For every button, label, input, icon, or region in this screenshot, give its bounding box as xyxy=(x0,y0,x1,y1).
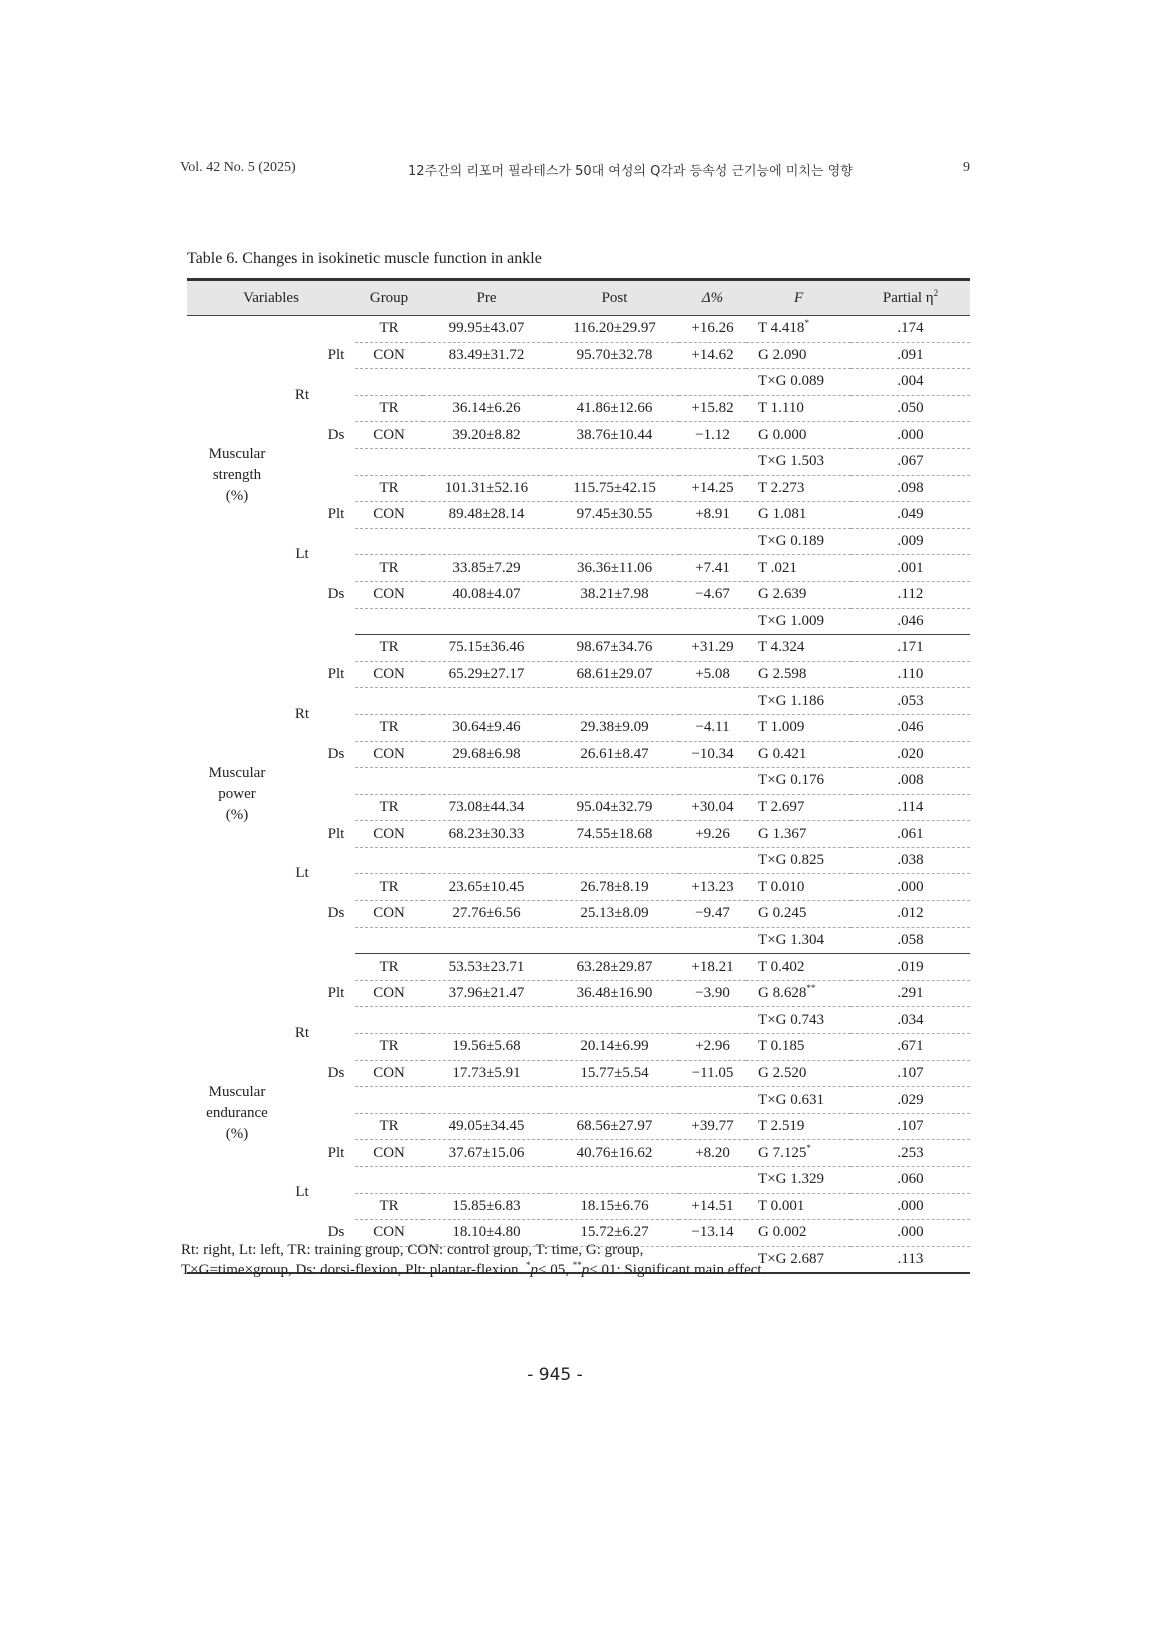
eta-cell: .038 xyxy=(851,847,970,874)
group-cell xyxy=(355,768,423,795)
pre-cell: 15.85±6.83 xyxy=(423,1193,550,1220)
movement-label: Plt xyxy=(327,825,345,842)
group-cell xyxy=(355,847,423,874)
eta-cell: .009 xyxy=(851,528,970,555)
post-cell xyxy=(550,1087,679,1114)
pre-cell: 40.08±4.07 xyxy=(423,581,550,608)
post-cell xyxy=(550,768,679,795)
table-row xyxy=(187,475,970,502)
delta-cell: −9.47 xyxy=(679,901,746,928)
pre-cell: 73.08±44.34 xyxy=(423,794,550,821)
post-cell: 20.14±6.99 xyxy=(550,1034,679,1061)
f-cell: G 8.628** xyxy=(746,980,851,1007)
delta-cell: +16.26 xyxy=(679,316,746,343)
movement-label: Plt xyxy=(327,985,345,1002)
group-cell: TR xyxy=(355,1193,423,1220)
eta-cell: .098 xyxy=(851,475,970,502)
movement-label: Ds xyxy=(327,745,345,762)
pre-cell: 30.64±9.46 xyxy=(423,714,550,741)
pre-cell: 68.23±30.33 xyxy=(423,821,550,848)
delta-cell: −11.05 xyxy=(679,1060,746,1087)
f-cell: T×G 1.503 xyxy=(746,448,851,475)
pre-cell xyxy=(423,1087,550,1114)
delta-cell: +15.82 xyxy=(679,395,746,422)
f-cell: T 0.402 xyxy=(746,954,851,981)
eta-cell: .671 xyxy=(851,1034,970,1061)
delta-cell xyxy=(679,608,746,635)
pre-cell xyxy=(423,688,550,715)
pre-cell xyxy=(423,1007,550,1034)
running-title: 12주간의 리포머 필라테스가 50대 여성의 Q각과 등속성 근기능에 미치는 영향 xyxy=(408,164,853,179)
group-cell: CON xyxy=(355,980,423,1007)
post-cell: 41.86±12.66 xyxy=(550,395,679,422)
movement-label: Plt xyxy=(327,347,345,364)
post-cell xyxy=(550,448,679,475)
delta-cell: +14.62 xyxy=(679,342,746,369)
post-cell xyxy=(550,688,679,715)
post-cell xyxy=(550,608,679,635)
pre-cell: 18.10±4.80 xyxy=(423,1220,550,1247)
eta-cell: .174 xyxy=(851,316,970,343)
f-cell: G 1.367 xyxy=(746,821,851,848)
f-cell: G 2.090 xyxy=(746,342,851,369)
delta-cell xyxy=(679,528,746,555)
group-cell: TR xyxy=(355,635,423,662)
delta-cell: +14.51 xyxy=(679,1193,746,1220)
post-cell: 116.20±29.97 xyxy=(550,316,679,343)
eta-cell: .253 xyxy=(851,1140,970,1167)
eta-cell: .112 xyxy=(851,581,970,608)
table-footnote xyxy=(181,1240,901,1280)
delta-cell: −13.14 xyxy=(679,1220,746,1247)
f-cell: G 2.639 xyxy=(746,581,851,608)
variable-label: Muscular strength (%) xyxy=(208,445,266,504)
post-cell: 98.67±34.76 xyxy=(550,635,679,662)
f-cell: T×G 1.304 xyxy=(746,927,851,954)
delta-cell: +39.77 xyxy=(679,1113,746,1140)
table-body xyxy=(187,316,970,1274)
post-cell: 25.13±8.09 xyxy=(550,901,679,928)
side-label: Rt xyxy=(294,705,310,722)
f-cell: T×G 2.687 xyxy=(746,1246,851,1273)
pre-cell: 39.20±8.82 xyxy=(423,422,550,449)
f-cell: T×G 1.009 xyxy=(746,608,851,635)
movement-label: Ds xyxy=(327,905,345,922)
group-cell: CON xyxy=(355,1220,423,1247)
group-cell: CON xyxy=(355,741,423,768)
movement-label: Plt xyxy=(327,1144,345,1161)
delta-cell: −3.90 xyxy=(679,980,746,1007)
delta-cell xyxy=(679,369,746,396)
pre-cell: 101.31±52.16 xyxy=(423,475,550,502)
delta-cell: +18.21 xyxy=(679,954,746,981)
post-cell xyxy=(550,1007,679,1034)
eta-cell: .058 xyxy=(851,927,970,954)
eta-cell: .034 xyxy=(851,1007,970,1034)
pre-cell: 37.96±21.47 xyxy=(423,980,550,1007)
eta-cell: .049 xyxy=(851,502,970,529)
journal-volume: Vol. 42 No. 5 (2025) xyxy=(180,160,296,175)
f-cell: T 2.697 xyxy=(746,794,851,821)
group-cell xyxy=(355,369,423,396)
pre-cell: 29.68±6.98 xyxy=(423,741,550,768)
group-cell xyxy=(355,1087,423,1114)
f-cell: T 0.185 xyxy=(746,1034,851,1061)
eta-cell: .008 xyxy=(851,768,970,795)
f-cell: T×G 0.176 xyxy=(746,768,851,795)
post-cell xyxy=(550,1167,679,1194)
f-cell: T×G 1.186 xyxy=(746,688,851,715)
eta-cell: .061 xyxy=(851,821,970,848)
post-cell: 15.72±6.27 xyxy=(550,1220,679,1247)
group-cell: TR xyxy=(355,475,423,502)
pre-cell: 23.65±10.45 xyxy=(423,874,550,901)
post-cell xyxy=(550,369,679,396)
post-cell: 15.77±5.54 xyxy=(550,1060,679,1087)
f-cell: T 0.001 xyxy=(746,1193,851,1220)
group-cell xyxy=(355,927,423,954)
f-cell: G 0.245 xyxy=(746,901,851,928)
f-cell: G 0.421 xyxy=(746,741,851,768)
f-cell: T 1.009 xyxy=(746,714,851,741)
side-label: Lt xyxy=(295,865,309,882)
f-cell: T×G 1.329 xyxy=(746,1167,851,1194)
group-cell: CON xyxy=(355,581,423,608)
footnote-line-2: T×G=time×group, Ds: dorsi-flexion, Plt: plantar-flexion. *p<.05, **p<.01: Significant main effect. xyxy=(181,1260,766,1278)
f-cell: T 2.519 xyxy=(746,1113,851,1140)
movement-label: Ds xyxy=(327,1224,345,1241)
post-cell: 68.56±27.97 xyxy=(550,1113,679,1140)
table-caption: Table 6. Changes in isokinetic muscle function in ankle xyxy=(187,250,542,267)
movement-label: Ds xyxy=(327,586,345,603)
eta-cell: .113 xyxy=(851,1246,970,1273)
eta-cell: .114 xyxy=(851,794,970,821)
group-cell: CON xyxy=(355,1060,423,1087)
group-cell: CON xyxy=(355,821,423,848)
eta-cell: .000 xyxy=(851,422,970,449)
group-cell: TR xyxy=(355,1034,423,1061)
delta-cell: −10.34 xyxy=(679,741,746,768)
header-delta: Δ% xyxy=(679,280,746,316)
group-cell: TR xyxy=(355,714,423,741)
delta-cell xyxy=(679,768,746,795)
f-cell: T 0.010 xyxy=(746,874,851,901)
header-variables: Variables xyxy=(187,280,355,316)
delta-cell: −1.12 xyxy=(679,422,746,449)
eta-cell: .060 xyxy=(851,1167,970,1194)
table-row xyxy=(187,794,970,821)
post-cell: 97.45±30.55 xyxy=(550,502,679,529)
post-cell: 26.61±8.47 xyxy=(550,741,679,768)
post-cell: 74.55±18.68 xyxy=(550,821,679,848)
eta-cell: .053 xyxy=(851,688,970,715)
f-cell: T 1.110 xyxy=(746,395,851,422)
group-cell xyxy=(355,528,423,555)
group-cell: CON xyxy=(355,901,423,928)
pre-cell: 36.14±6.26 xyxy=(423,395,550,422)
eta-cell: .046 xyxy=(851,608,970,635)
table-row xyxy=(187,316,970,343)
pre-cell xyxy=(423,927,550,954)
group-cell: TR xyxy=(355,555,423,582)
significance-mark: * xyxy=(804,318,809,329)
group-cell: CON xyxy=(355,342,423,369)
delta-cell: +2.96 xyxy=(679,1034,746,1061)
f-cell: G 2.598 xyxy=(746,661,851,688)
delta-cell: +31.29 xyxy=(679,635,746,662)
significance-mark: ** xyxy=(806,983,816,994)
post-cell: 29.38±9.09 xyxy=(550,714,679,741)
header-row xyxy=(187,280,970,316)
header-page-number: 9 xyxy=(963,160,970,175)
group-cell xyxy=(355,1007,423,1034)
delta-cell xyxy=(679,688,746,715)
f-cell: T×G 0.189 xyxy=(746,528,851,555)
table-row xyxy=(187,954,970,981)
variable-label: Muscular endurance (%) xyxy=(206,1083,268,1142)
table-container xyxy=(187,278,970,1274)
group-cell: TR xyxy=(355,954,423,981)
group-cell: TR xyxy=(355,874,423,901)
group-cell: CON xyxy=(355,422,423,449)
movement-label: Ds xyxy=(327,1064,345,1081)
group-cell xyxy=(355,448,423,475)
pre-cell: 27.76±6.56 xyxy=(423,901,550,928)
f-cell: T×G 0.743 xyxy=(746,1007,851,1034)
pre-cell: 65.29±27.17 xyxy=(423,661,550,688)
f-cell: T×G 0.089 xyxy=(746,369,851,396)
header-f: F xyxy=(746,280,851,316)
movement-label: Plt xyxy=(327,666,345,683)
f-cell: G 0.002 xyxy=(746,1220,851,1247)
pre-cell: 37.67±15.06 xyxy=(423,1140,550,1167)
delta-cell: −4.67 xyxy=(679,581,746,608)
f-cell: T×G 0.631 xyxy=(746,1087,851,1114)
post-cell: 36.36±11.06 xyxy=(550,555,679,582)
delta-cell xyxy=(679,927,746,954)
group-cell: CON xyxy=(355,502,423,529)
eta-cell: .029 xyxy=(851,1087,970,1114)
pre-cell xyxy=(423,847,550,874)
f-cell: G 2.520 xyxy=(746,1060,851,1087)
eta-cell: .000 xyxy=(851,1193,970,1220)
post-cell xyxy=(550,847,679,874)
results-table xyxy=(187,278,970,1274)
eta-cell: .000 xyxy=(851,1220,970,1247)
header-pre: Pre xyxy=(423,280,550,316)
side-label: Lt xyxy=(295,546,309,563)
post-cell: 63.28±29.87 xyxy=(550,954,679,981)
pre-cell: 17.73±5.91 xyxy=(423,1060,550,1087)
movement-label: Ds xyxy=(327,426,345,443)
group-cell: TR xyxy=(355,794,423,821)
significance-mark: * xyxy=(806,1142,811,1153)
f-cell: T 4.418* xyxy=(746,316,851,343)
delta-cell xyxy=(679,847,746,874)
pre-cell: 75.15±36.46 xyxy=(423,635,550,662)
eta-cell: .050 xyxy=(851,395,970,422)
f-cell: T 2.273 xyxy=(746,475,851,502)
pre-cell: 83.49±31.72 xyxy=(423,342,550,369)
eta-cell: .046 xyxy=(851,714,970,741)
delta-cell: +9.26 xyxy=(679,821,746,848)
side-label: Lt xyxy=(295,1184,309,1201)
pre-cell xyxy=(423,369,550,396)
delta-cell xyxy=(679,448,746,475)
table-row xyxy=(187,635,970,662)
delta-cell: +8.91 xyxy=(679,502,746,529)
post-cell: 26.78±8.19 xyxy=(550,874,679,901)
eta-cell: .067 xyxy=(851,448,970,475)
pre-cell: 99.95±43.07 xyxy=(423,316,550,343)
pre-cell xyxy=(423,448,550,475)
delta-cell: +13.23 xyxy=(679,874,746,901)
eta-cell: .020 xyxy=(851,741,970,768)
eta-cell: .004 xyxy=(851,369,970,396)
post-cell: 95.04±32.79 xyxy=(550,794,679,821)
eta-cell: .012 xyxy=(851,901,970,928)
eta-cell: .000 xyxy=(851,874,970,901)
page-number: - 945 - xyxy=(527,1365,583,1385)
group-cell: TR xyxy=(355,1113,423,1140)
delta-cell: +8.20 xyxy=(679,1140,746,1167)
f-cell: T 4.324 xyxy=(746,635,851,662)
eta-cell: .107 xyxy=(851,1113,970,1140)
post-cell: 68.61±29.07 xyxy=(550,661,679,688)
post-cell: 18.15±6.76 xyxy=(550,1193,679,1220)
f-cell: G 1.081 xyxy=(746,502,851,529)
eta-cell: .019 xyxy=(851,954,970,981)
f-cell: T×G 0.825 xyxy=(746,847,851,874)
eta-cell: .001 xyxy=(851,555,970,582)
pre-cell xyxy=(423,608,550,635)
header-post: Post xyxy=(550,280,679,316)
post-cell: 38.21±7.98 xyxy=(550,581,679,608)
delta-cell: +5.08 xyxy=(679,661,746,688)
eta-cell: .107 xyxy=(851,1060,970,1087)
post-cell xyxy=(550,927,679,954)
eta-cell: .171 xyxy=(851,635,970,662)
pre-cell xyxy=(423,1167,550,1194)
delta-cell xyxy=(679,1087,746,1114)
pre-cell: 53.53±23.71 xyxy=(423,954,550,981)
eta-cell: .291 xyxy=(851,980,970,1007)
movement-label: Plt xyxy=(327,506,345,523)
header-group: Group xyxy=(355,280,423,316)
post-cell xyxy=(550,528,679,555)
group-cell xyxy=(355,1167,423,1194)
eta-cell: .110 xyxy=(851,661,970,688)
f-cell: G 0.000 xyxy=(746,422,851,449)
delta-cell xyxy=(679,1167,746,1194)
group-cell: TR xyxy=(355,395,423,422)
post-cell: 40.76±16.62 xyxy=(550,1140,679,1167)
group-cell: CON xyxy=(355,661,423,688)
f-cell: G 7.125* xyxy=(746,1140,851,1167)
header-partial-eta: Partial $\eta^2$ xyxy=(851,280,970,316)
eta-cell: .091 xyxy=(851,342,970,369)
side-label: Rt xyxy=(294,387,310,404)
post-cell: 36.48±16.90 xyxy=(550,980,679,1007)
variable-label: Muscular power (%) xyxy=(208,764,266,823)
post-cell: 115.75±42.15 xyxy=(550,475,679,502)
footnote-line-1: Rt: right, Lt: left, TR: training group, CON: control group, T: time, G: group, xyxy=(181,1242,644,1258)
post-cell: 95.70±32.78 xyxy=(550,342,679,369)
delta-cell: +30.04 xyxy=(679,794,746,821)
table-row xyxy=(187,1113,970,1140)
pre-cell xyxy=(423,768,550,795)
delta-cell: −4.11 xyxy=(679,714,746,741)
pre-cell: 49.05±34.45 xyxy=(423,1113,550,1140)
group-cell: CON xyxy=(355,1140,423,1167)
pre-cell: 33.85±7.29 xyxy=(423,555,550,582)
post-cell: 38.76±10.44 xyxy=(550,422,679,449)
delta-cell xyxy=(679,1007,746,1034)
group-cell xyxy=(355,688,423,715)
delta-cell: +7.41 xyxy=(679,555,746,582)
group-cell xyxy=(355,608,423,635)
side-label: Rt xyxy=(294,1025,310,1042)
f-cell: T .021 xyxy=(746,555,851,582)
delta-cell: +14.25 xyxy=(679,475,746,502)
pre-cell: 89.48±28.14 xyxy=(423,502,550,529)
pre-cell: 19.56±5.68 xyxy=(423,1034,550,1061)
pre-cell xyxy=(423,528,550,555)
group-cell: TR xyxy=(355,316,423,343)
